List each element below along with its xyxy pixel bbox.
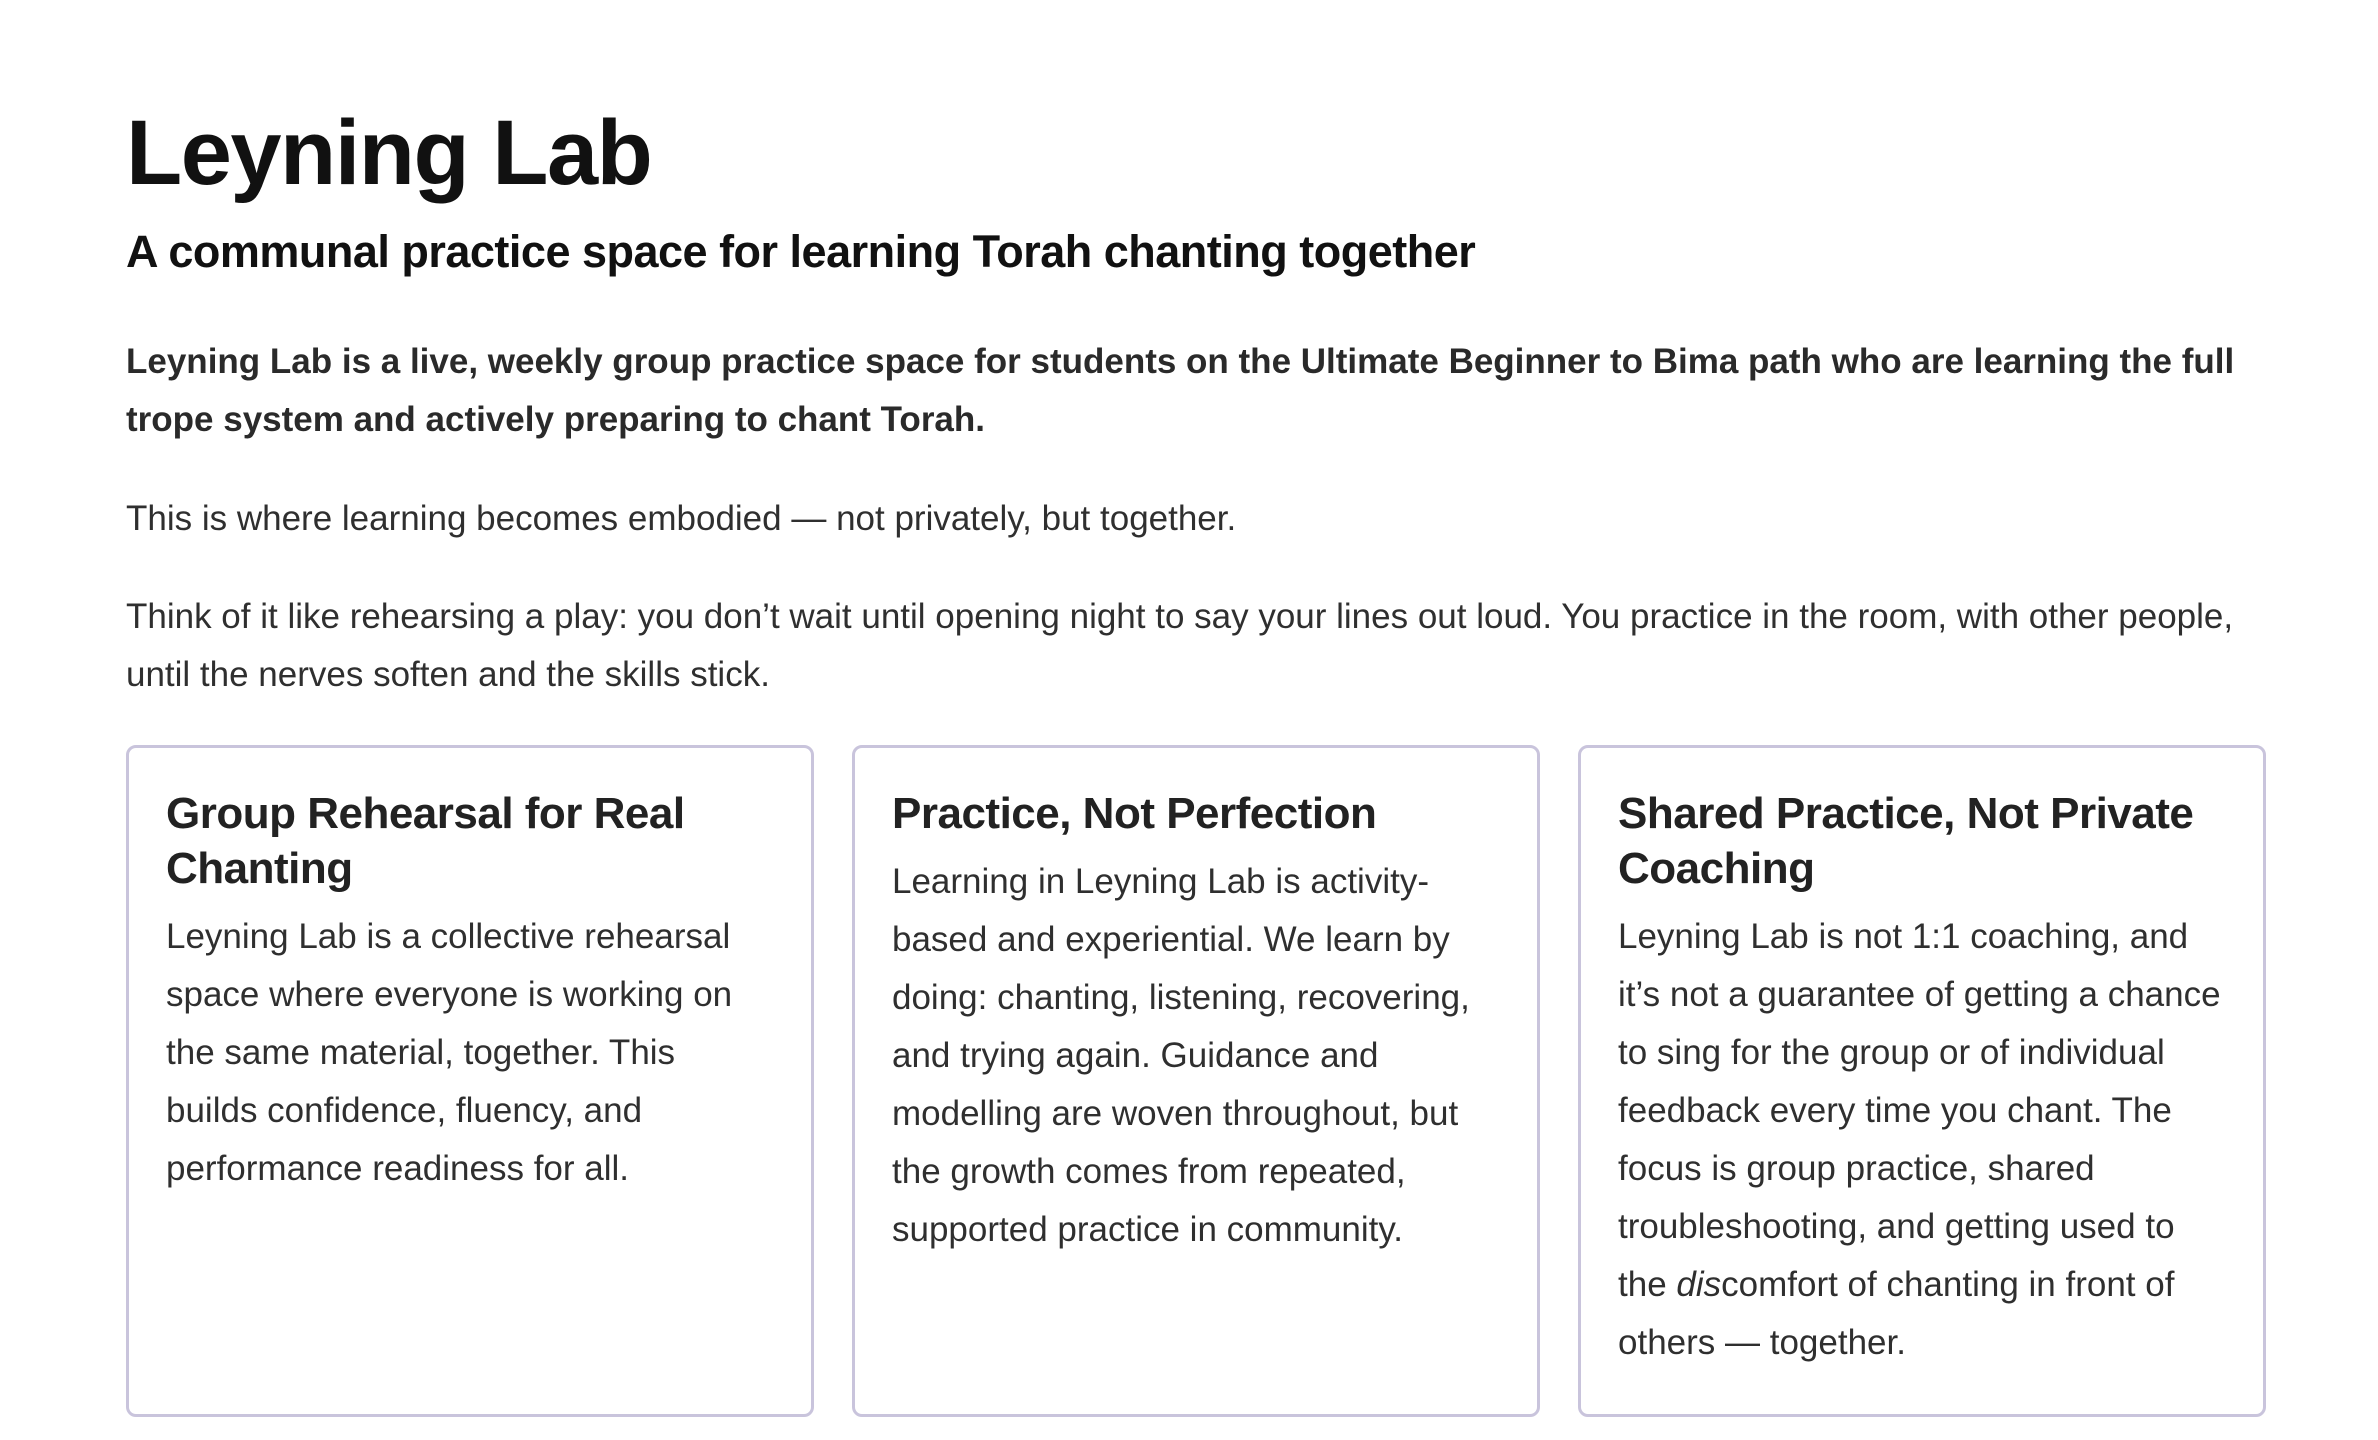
card-title: Shared Practice, Not Private Coaching	[1618, 789, 2194, 893]
card-shared-practice	[1578, 745, 2266, 1417]
card-body-text-end: comfort of chanting in front of others — together.	[1618, 1265, 2175, 1362]
card-body: Leyning Lab is a collective rehearsal space where everyone is working on the same material, together. This builds confidence, fluency, and performance readiness for all.	[166, 917, 733, 1188]
card-title: Practice, Not Perfection	[892, 789, 1377, 838]
card-body: Learning in Leyning Lab is activity-based and experiential. We learn by doing: chanting, listening, recovering, and trying again. Guidance and modelling are woven throughout, but the growth comes from repeated, supported practice in community.	[892, 862, 1470, 1249]
card-group-rehearsal	[126, 745, 814, 1417]
page-title: Leyning Lab	[126, 102, 652, 204]
embodied-paragraph: This is where learning becomes embodied — not privately, but together.	[126, 499, 1237, 538]
card-body-text-start: Leyning Lab is not 1:1 coaching, and it’s not a guarantee of getting a chance to sing for the group or of individual feedback every time you chant. The focus is group practice, shared troubleshooting, and getting used to the	[1618, 917, 2221, 1304]
card-title: Group Rehearsal for Real Chanting	[166, 789, 685, 893]
card-body-emphasis: dis	[1676, 1265, 1722, 1304]
card-practice-not-perfection	[852, 745, 1540, 1417]
page-subtitle: A communal practice space for learning Torah chanting together	[126, 226, 1476, 277]
intro-paragraph: Leyning Lab is a live, weekly group practice space for students on the Ultimate Beginner to Bima path who are learning the full trope system and actively preparing to chant Torah.	[126, 342, 2235, 439]
rehearsal-analogy-paragraph: Think of it like rehearsing a play: you don’t wait until opening night to say your lines out loud. You practice in the room, with other people, until the nerves soften and the skills stick.	[126, 597, 2234, 694]
feature-cards	[126, 745, 2266, 1417]
card-body	[1618, 908, 2227, 1372]
